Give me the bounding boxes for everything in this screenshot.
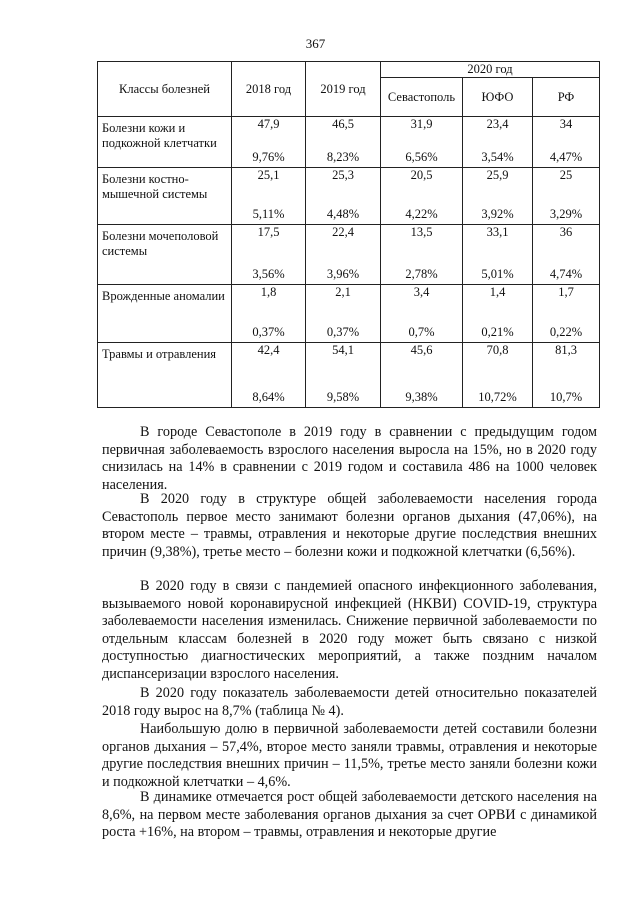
cell-percent: 3,92% — [481, 207, 514, 221]
header-disease-class: Классы болезней — [98, 62, 232, 117]
cell-percent: 0,7% — [408, 325, 435, 339]
header-2018: 2018 год — [232, 62, 306, 117]
disease-class-name: Травмы и отравления — [98, 343, 232, 408]
cell-value: 47,9 — [257, 117, 280, 131]
table-cell — [533, 168, 600, 225]
disease-class-name: Врожденные аномалии — [98, 285, 232, 343]
table-cell — [381, 168, 463, 225]
cell-percent: 0,37% — [326, 325, 360, 339]
morbidity-table — [97, 61, 600, 408]
cell-value: 13,5 — [410, 225, 433, 239]
cell-percent: 9,38% — [405, 390, 438, 404]
table-cell — [381, 343, 463, 408]
header-sevastopol: Севастополь — [381, 78, 463, 117]
cell-percent: 3,54% — [481, 150, 514, 164]
cell-value: 42,4 — [257, 343, 280, 357]
cell-value: 33,1 — [486, 225, 509, 239]
table-cell — [533, 285, 600, 343]
table-cell — [463, 117, 533, 168]
table-cell — [306, 343, 381, 408]
paragraph-2: В 2020 году в структуре общей заболеваемости населения города Севастополь первое место занимают болезни органов дыхания (47,06%), на втором месте – травмы, отравления и некоторые другие последствия внешних причин (9,38%), третье место – болезни кожи и подкожной клетчатки (6,56%). — [102, 491, 597, 560]
header-2020: 2020 год — [381, 62, 600, 78]
cell-value: 25,9 — [486, 168, 509, 182]
cell-value: 23,4 — [486, 117, 509, 131]
cell-percent: 3,56% — [252, 267, 285, 281]
table-row — [98, 225, 600, 285]
table-cell — [463, 225, 533, 285]
cell-value: 31,9 — [410, 117, 433, 131]
cell-value: 36 — [559, 225, 573, 239]
cell-value: 17,5 — [257, 225, 280, 239]
cell-value: 25 — [559, 168, 573, 182]
cell-value: 1,7 — [558, 285, 574, 299]
paragraph-5: Наибольшую долю в первичной заболеваемости детей составили болезни органов дыхания – 57,4%, второе место заняли травмы, отравления и некоторые другие последствия внешних причин – 11,5%, третье место заняли болезни кожи и подкожной клетчатки – 4,6%. — [102, 721, 597, 790]
table-row — [98, 343, 600, 408]
table-row — [98, 285, 600, 343]
header-rf: РФ — [533, 78, 600, 117]
table-cell — [533, 225, 600, 285]
cell-percent: 4,48% — [326, 207, 360, 221]
table-cell — [306, 117, 381, 168]
table-cell — [463, 168, 533, 225]
table-cell — [381, 285, 463, 343]
paragraph-1: В городе Севастополе в 2019 году в сравнении с предыдущим годом первичная заболеваемость взрослого населения выросла на 15%, но в 2020 году снизилась на 14% в сравнении с 2019 годом и составила 486 на 1000 человек населения. — [102, 424, 597, 493]
disease-class-name: Болезни костно-мышечной системы — [98, 168, 232, 225]
cell-value: 46,5 — [332, 117, 354, 131]
cell-percent: 9,76% — [252, 150, 285, 164]
table-cell — [306, 225, 381, 285]
table-cell — [463, 285, 533, 343]
paragraph-3: В 2020 году в связи с пандемией опасного инфекционного заболевания, вызываемого новой коронавирусной инфекцией (НКВИ) COVID-19, структура заболеваемости населения изменилась. Снижение первичной заболеваемости по отдельным классам болезней в 2020 году может быть связано с низкой доступностью диагностических мероприятий, а также поздним началом диспансеризации взрослого населения. — [102, 578, 597, 682]
cell-value: 54,1 — [332, 343, 354, 357]
cell-percent: 0,22% — [549, 325, 583, 339]
disease-class-name: Болезни кожи и подкожной клетчатки — [98, 117, 232, 168]
table-row — [98, 117, 600, 168]
cell-percent: 5,11% — [252, 207, 285, 221]
cell-value: 22,4 — [332, 225, 354, 239]
cell-percent: 3,29% — [549, 207, 583, 221]
header-2019: 2019 год — [306, 62, 381, 117]
cell-value: 70,8 — [486, 343, 509, 357]
table-cell — [381, 225, 463, 285]
cell-percent: 4,74% — [549, 267, 583, 281]
table-cell — [232, 168, 306, 225]
table-cell — [232, 343, 306, 408]
table-cell — [232, 225, 306, 285]
cell-value: 45,6 — [410, 343, 433, 357]
table-cell — [306, 285, 381, 343]
cell-value: 3,4 — [413, 285, 430, 299]
header-yufo: ЮФО — [463, 78, 533, 117]
cell-value: 81,3 — [555, 343, 577, 357]
cell-value: 1,4 — [489, 285, 506, 299]
table-cell — [232, 285, 306, 343]
cell-percent: 10,7% — [549, 390, 583, 404]
cell-percent: 6,56% — [405, 150, 438, 164]
cell-value: 34 — [559, 117, 573, 131]
page-number: 367 — [305, 36, 326, 51]
cell-percent: 8,64% — [252, 390, 285, 404]
cell-value: 1,8 — [260, 285, 277, 299]
cell-percent: 3,96% — [326, 267, 360, 281]
cell-percent: 4,47% — [549, 150, 583, 164]
table-cell — [533, 117, 600, 168]
table-cell — [381, 117, 463, 168]
cell-value: 25,1 — [257, 168, 280, 182]
cell-percent: 4,22% — [405, 207, 438, 221]
table-cell — [533, 343, 600, 408]
cell-value: 2,1 — [335, 285, 351, 299]
cell-percent: 5,01% — [481, 267, 514, 281]
table-cell — [232, 117, 306, 168]
table-cell — [306, 168, 381, 225]
table-row — [98, 168, 600, 225]
cell-percent: 2,78% — [405, 267, 438, 281]
cell-percent: 8,23% — [326, 150, 360, 164]
paragraph-6: В динамике отмечается рост общей заболеваемости детского населения на 8,6%, на первом месте заболевания органов дыхания за счет ОРВИ с динамикой роста +16%, на втором – травмы, отравления и некоторые другие — [102, 789, 597, 841]
table-cell — [463, 343, 533, 408]
paragraph-4: В 2020 году показатель заболеваемости детей относительно показателей 2018 году вырос на 8,7% (таблица № 4). — [102, 685, 597, 719]
cell-percent: 9,58% — [326, 390, 360, 404]
cell-value: 20,5 — [410, 168, 433, 182]
cell-value: 25,3 — [332, 168, 354, 182]
disease-class-name: Болезни мочеполовой системы — [98, 225, 232, 285]
cell-percent: 0,37% — [252, 325, 285, 339]
cell-percent: 10,72% — [478, 390, 517, 404]
cell-percent: 0,21% — [481, 325, 514, 339]
